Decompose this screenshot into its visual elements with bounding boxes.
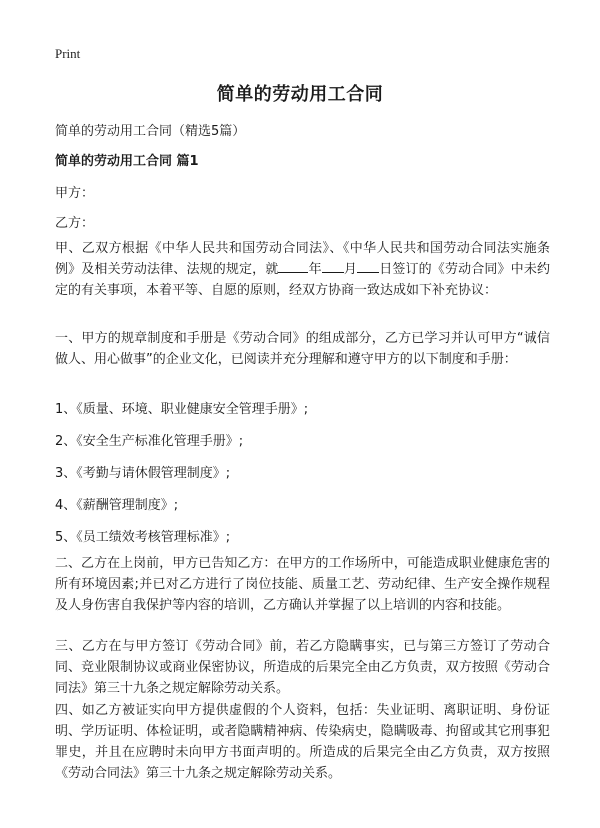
list-item: 5、《员工绩效考核管理标准》; (55, 530, 231, 545)
intro-text-part1: 甲、乙双方根据《中华人民共和国劳动合同法》、《中华人民共和国劳动合同法实施条例》及相关劳动法律、法规的规定，就 (55, 241, 550, 277)
intro-text-part2: 日签订的《劳动合同》中未约定的有关事项，本着平等、自愿的原则，经双方协商一致达成如下补充协议： (55, 262, 550, 298)
print-link[interactable]: Print (55, 46, 81, 61)
clause-4: 四、如乙方被证实向甲方提供虚假的个人资料，包括：失业证明、离职证明、身份证明、学历证明、体检证明，或者隐瞒精神病、传染病史，隐瞒吸毒、拘留或其它刑事犯罪史，并且在应聘时未向甲方书面声明的。所造成的后果完全由乙方负责，双方按照《劳动合同法》第三十九条之规定解除劳动关系。 (55, 703, 550, 781)
list-item: 4、《薪酬管理制度》; (55, 498, 179, 513)
day-blank (357, 259, 379, 273)
party-a-line: 甲方： (55, 186, 95, 201)
document-subtitle: 简单的劳动用工合同（精选5篇） (55, 124, 246, 139)
intro-paragraph (55, 238, 550, 301)
year-blank (278, 259, 308, 273)
list-item: 3、《考勤与请休假管理制度》; (55, 466, 231, 481)
month-blank (322, 259, 344, 273)
list-item: 2、《安全生产标准化管理手册》; (55, 434, 244, 449)
clause-3: 三、乙方在与甲方签订《劳动合同》前，若乙方隐瞒事实，已与第三方签订了劳动合同、竞业限制协议或商业保密协议，所造成的后果完全由乙方负责，双方按照《劳动合同法》第三十九条之规定解除劳动关系。 (55, 639, 550, 696)
list-item: 1、《质量、环境、职业健康安全管理手册》; (55, 402, 309, 417)
clause-1: 一、甲方的规章制度和手册是《劳动合同》的组成部分，乙方已学习并认可甲方“诚信做人、用心做事”的企业文化，已阅读并充分理解和遵守甲方的以下制度和手册： (55, 331, 550, 367)
party-b-line: 乙方： (55, 216, 95, 231)
month-label: 月 (343, 262, 358, 277)
clause-2: 二、乙方在上岗前，甲方已告知乙方：在甲方的工作场所中，可能造成职业健康危害的所有环境因素;并已对乙方进行了岗位技能、质量工艺、劳动纪律、生产安全操作规程及人身伤害自我保护等内容的培训，乙方确认并掌握了以上培训的内容和技能。 (55, 556, 550, 613)
year-label: 年 (308, 262, 322, 277)
section-heading: 简单的劳动用工合同 篇1 (55, 154, 199, 169)
document-title: 简单的劳动用工合同 (216, 84, 384, 105)
